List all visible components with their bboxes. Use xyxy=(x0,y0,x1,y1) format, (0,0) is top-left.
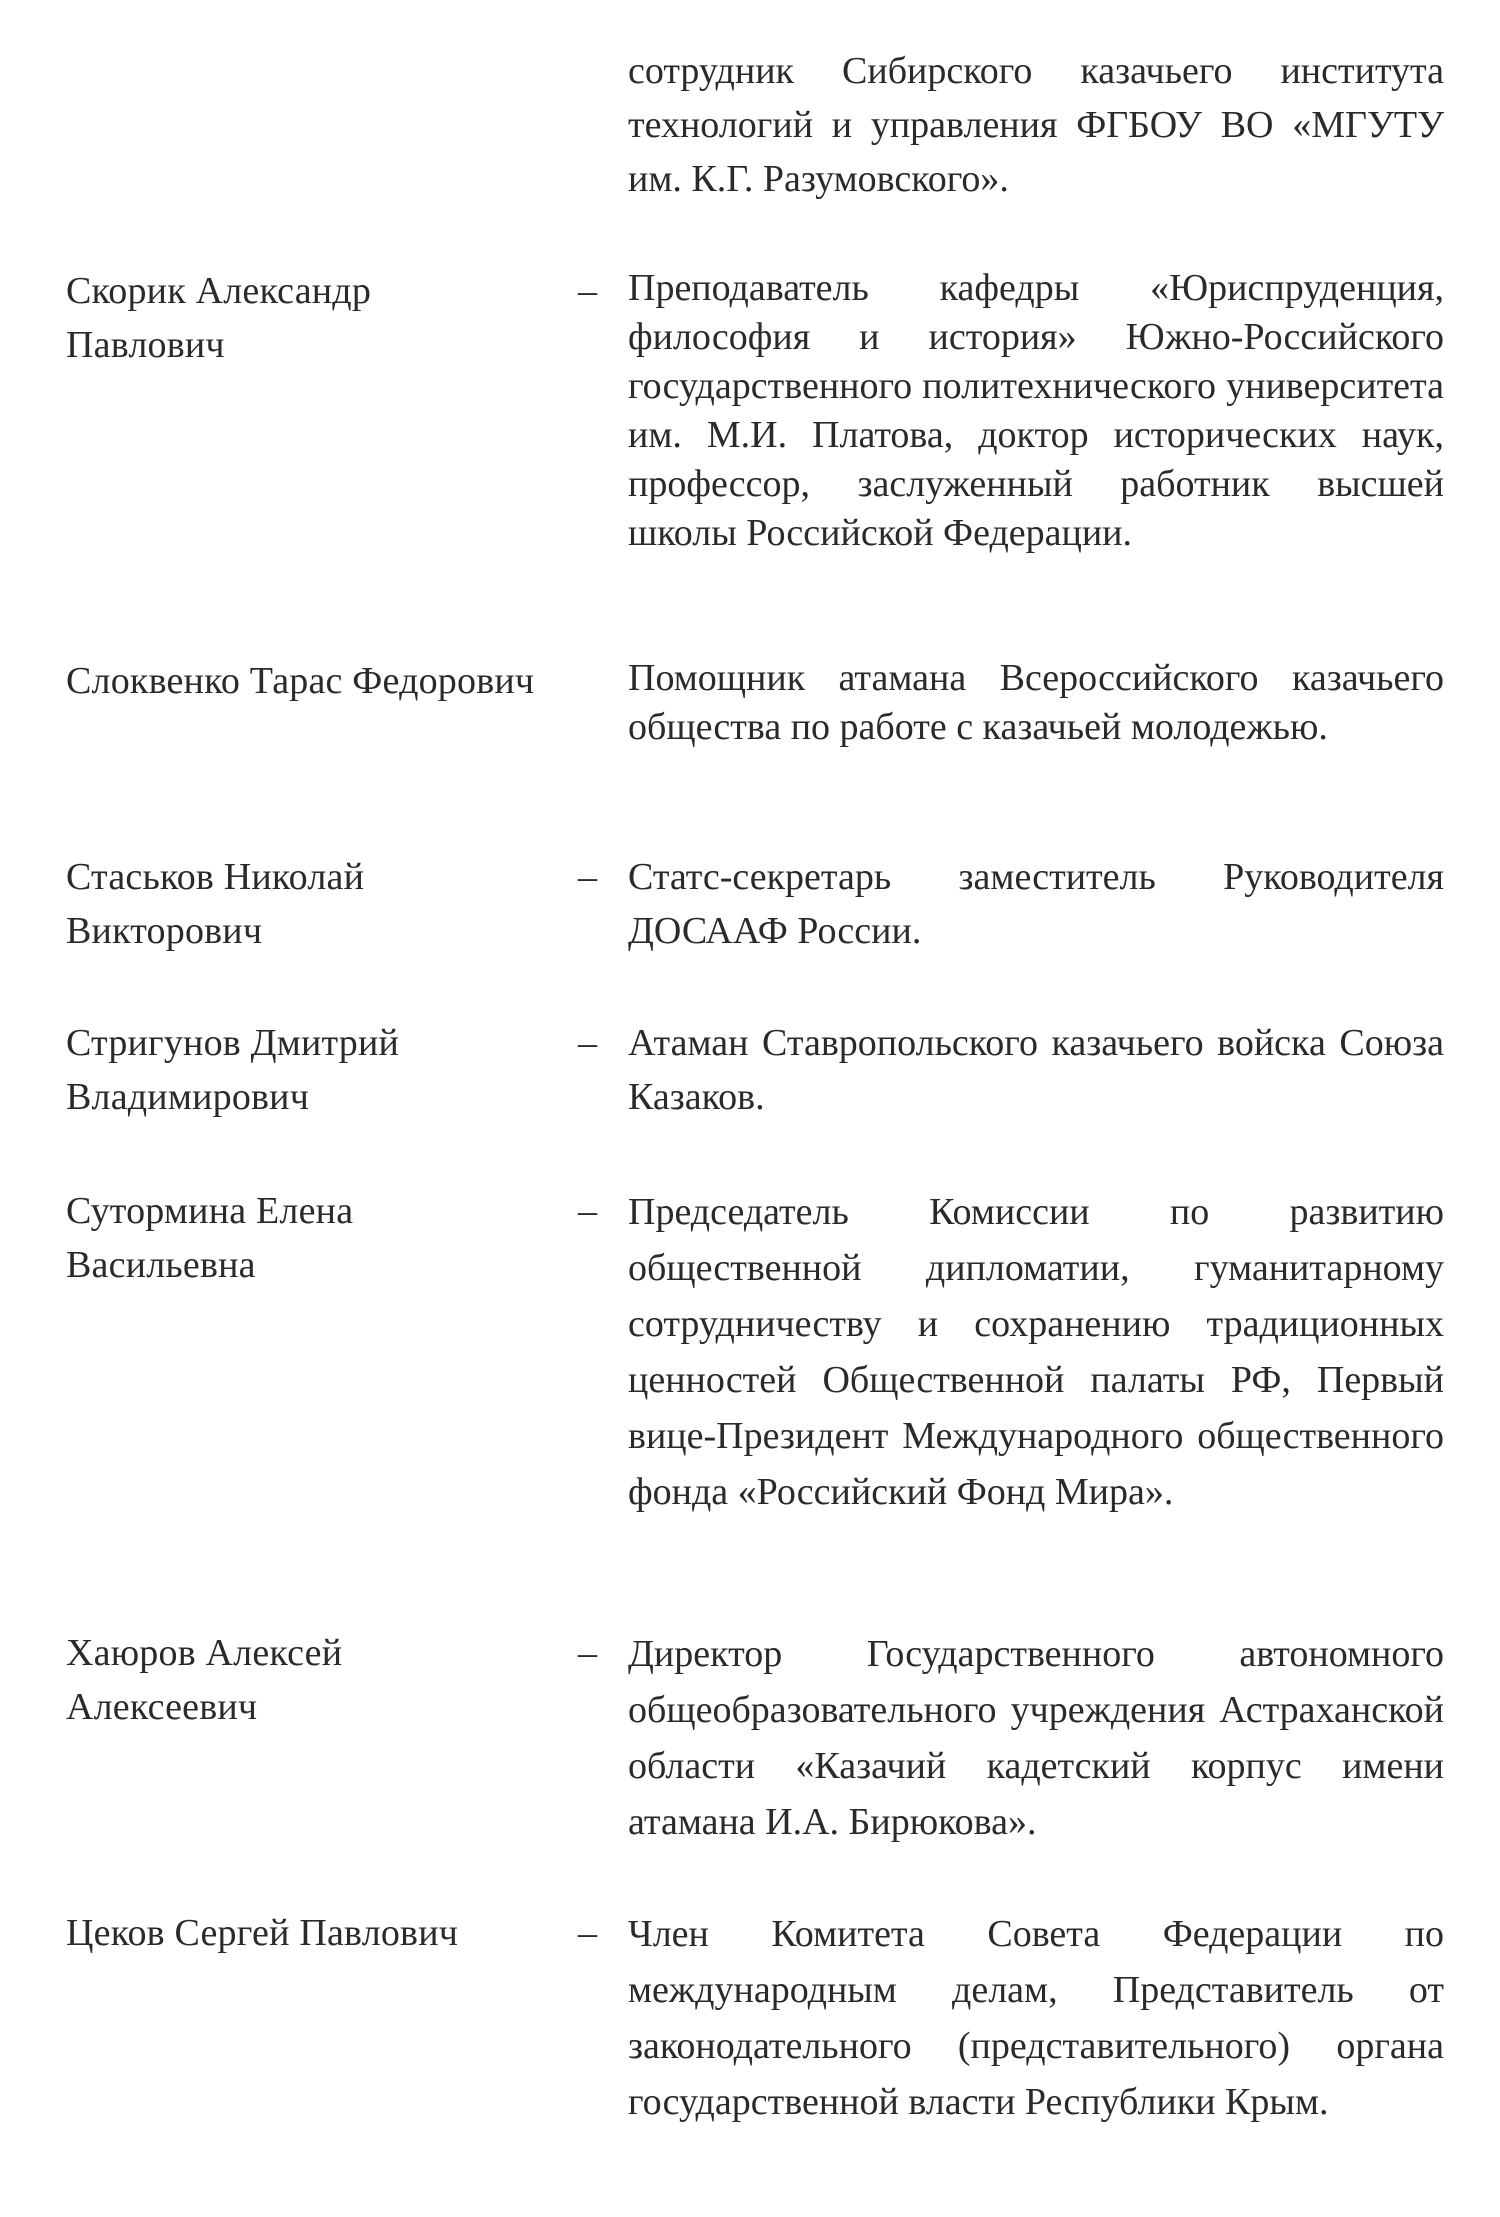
continuation-text: сотрудник Сибирского казачьего института технологий и управления ФГБОУ ВО «МГУТУ им. К.Г. Разумовского». xyxy=(628,50,1444,200)
person-name: Стригунов Дмитрий Владимирович xyxy=(66,1022,400,1118)
person-description: Атаман Ставропольского казачьего войска Союза Казаков. xyxy=(628,1022,1444,1118)
person-description: Преподаватель кафедры «Юриспруденция, философия и история» Южно-Российского государственного политехнического университета им. М.И. Платова, доктор исторических наук, профессор, заслуженный работник высшей школы Российской Федерации. xyxy=(628,267,1444,554)
dash-separator: – xyxy=(578,270,597,312)
person-description: Статс-секретарь заместитель Руководителя ДОСААФ России. xyxy=(628,856,1444,952)
person-description: Помощник атамана Всероссийского казачьего общества по работе с казачьей молодежью. xyxy=(628,657,1444,748)
person-name: Цеков Сергей Павлович xyxy=(66,1912,459,1954)
dash-separator: – xyxy=(578,1632,597,1674)
dash-separator: – xyxy=(578,1190,597,1232)
person-name: Сутормина Елена Васильевна xyxy=(66,1190,354,1286)
dash-separator: – xyxy=(578,1022,597,1064)
dash-separator: – xyxy=(578,856,597,898)
person-description: Председатель Комиссии по развитию общественной дипломатии, гуманитарному сотрудничеству и сохранению традиционных ценностей Общественной палаты РФ, Первый вице-Президент Международного общественного фонда «Российский Фонд Мира». xyxy=(628,1191,1444,1513)
person-name: Стаськов Николай Викторович xyxy=(66,856,365,952)
person-description: Директор Государственного автономного общеобразовательного учреждения Астраханской области «Казачий кадетский корпус имени атамана И.А. Бирюкова». xyxy=(628,1633,1444,1843)
person-description: Член Комитета Совета Федерации по международным делам, Представитель от законодательного (представительного) органа государственной власти Республики Крым. xyxy=(628,1913,1444,2123)
dash-separator: – xyxy=(578,1912,597,1954)
person-name: Хаюров Алексей Алексеевич xyxy=(66,1632,343,1728)
person-name: Скорик Александр Павлович xyxy=(66,270,372,366)
person-name: Слоквенко Тарас Федорович xyxy=(66,660,535,702)
